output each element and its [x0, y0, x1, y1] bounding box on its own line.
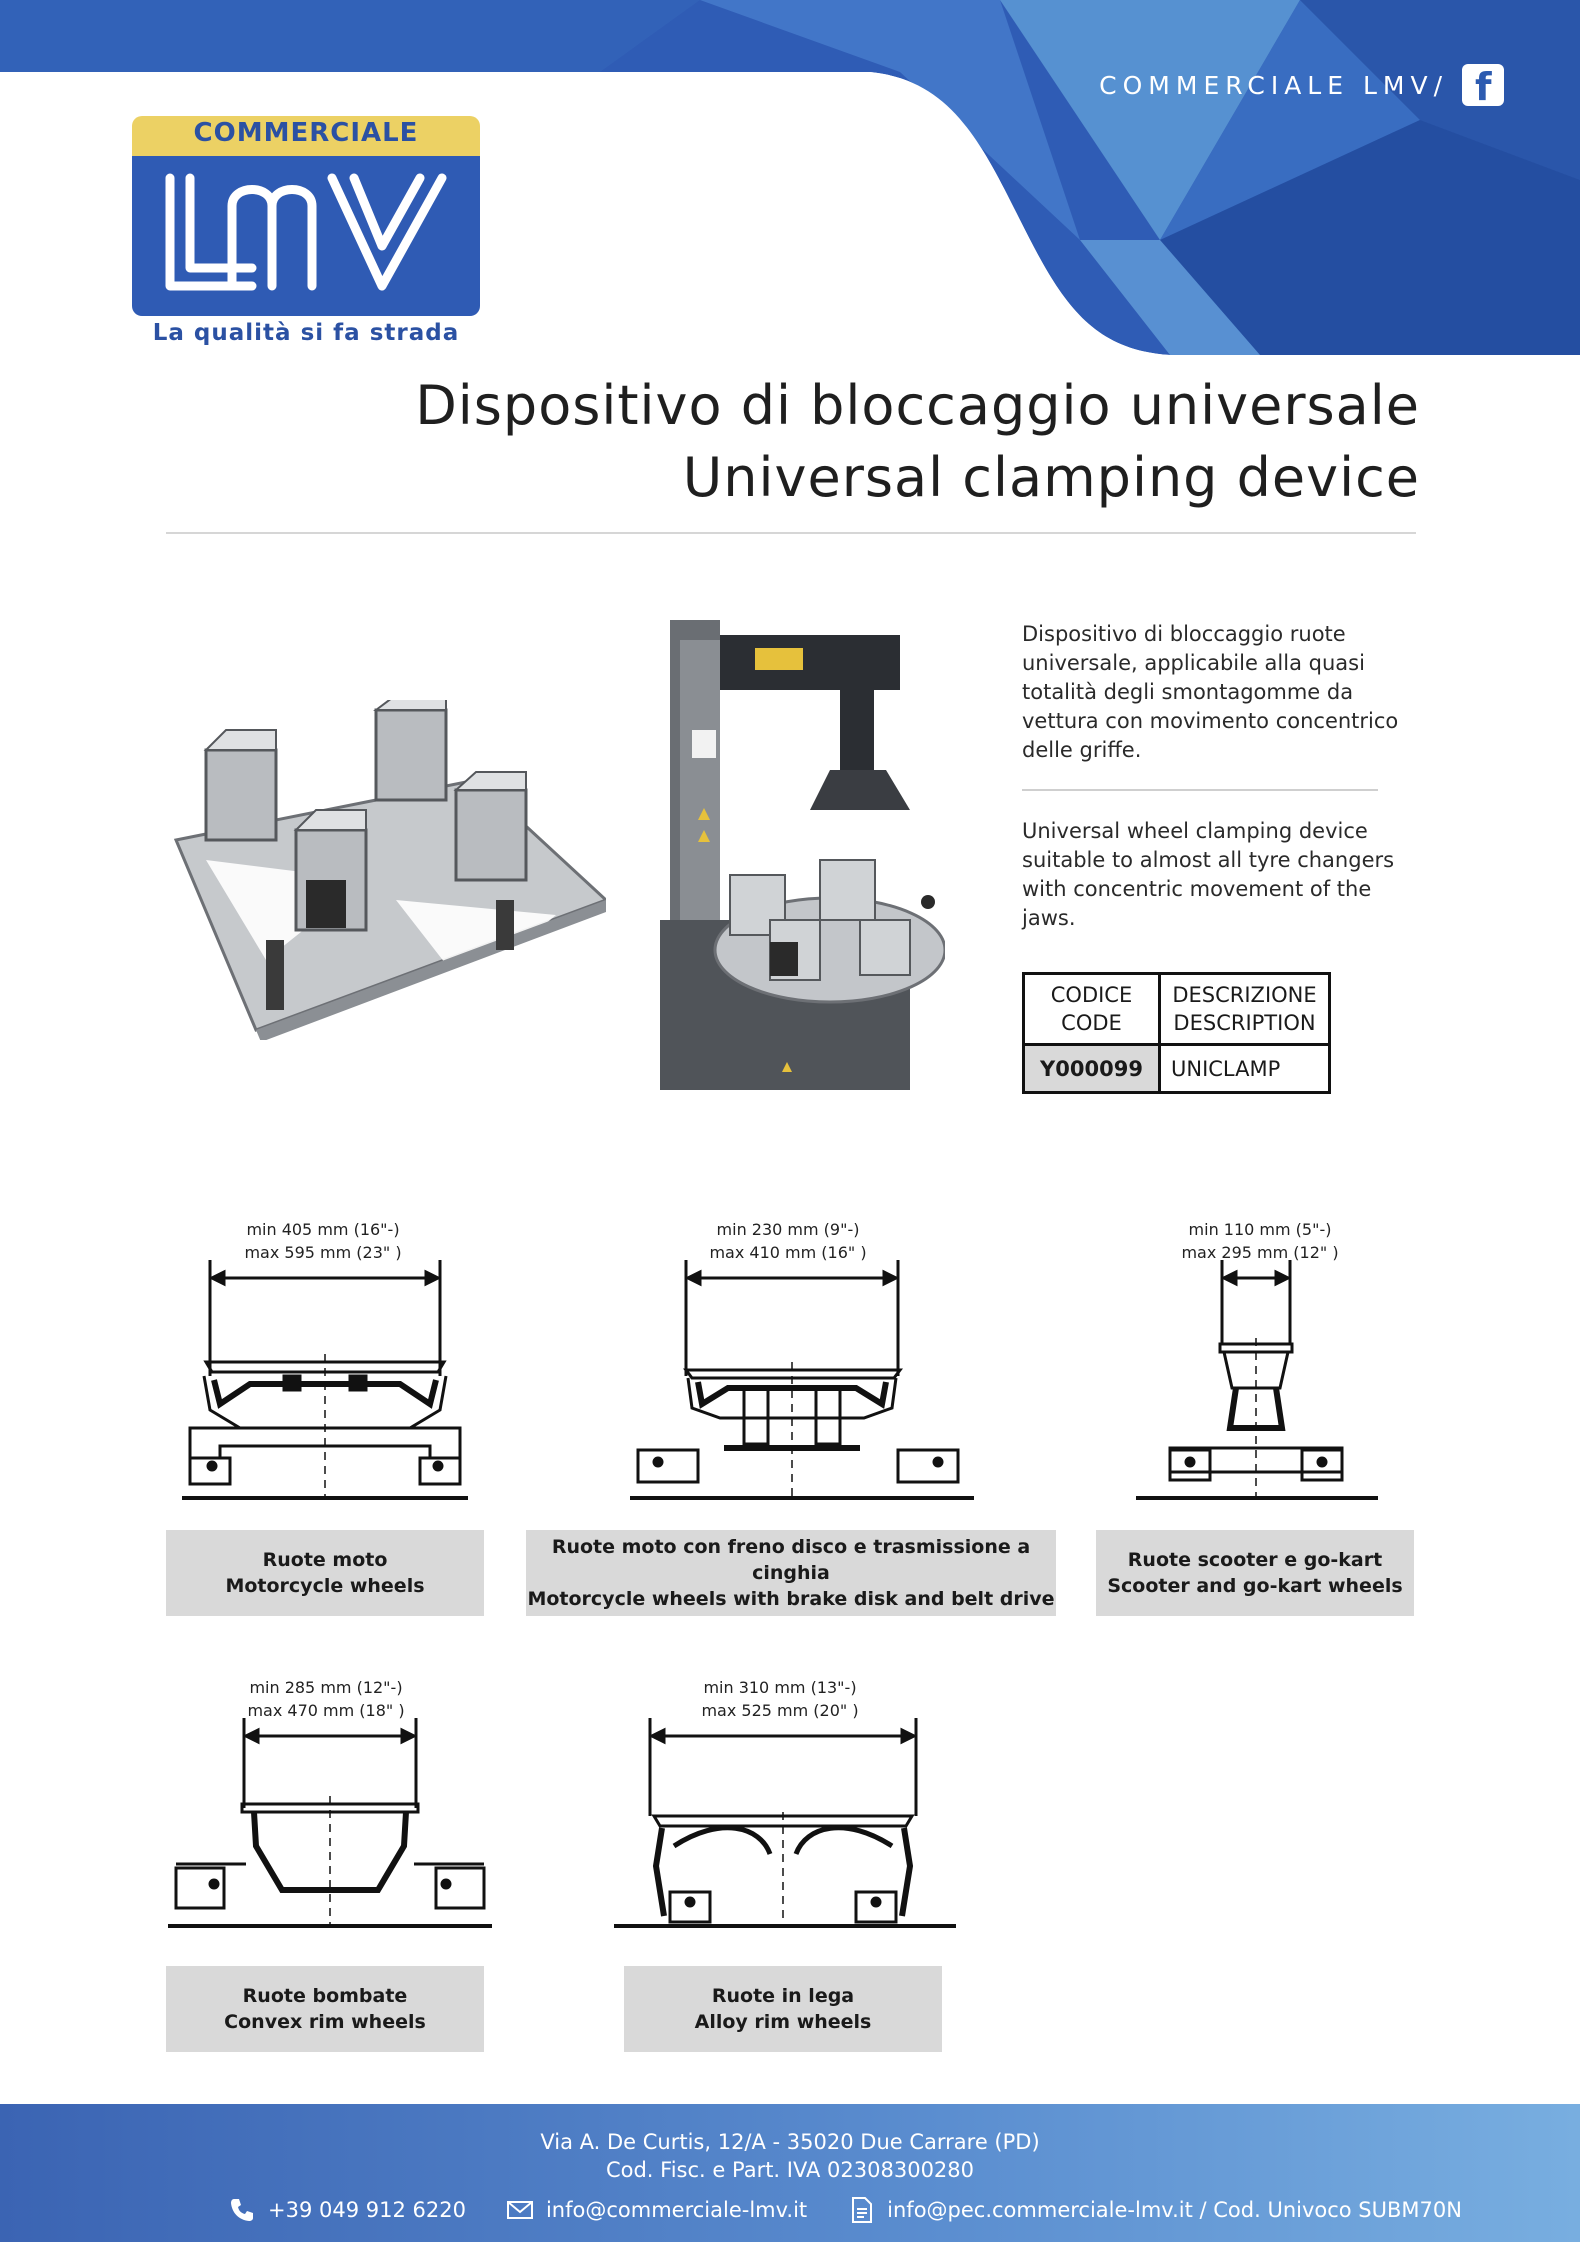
product-photo-tyre-changer: [650, 620, 945, 1090]
address-line: Via A. De Curtis, 12/A - 35020 Due Carrare (PD): [540, 2130, 1040, 2154]
footer: [0, 2104, 1580, 2242]
wheel-caption: [526, 1530, 1056, 1616]
column-header-description: [1160, 974, 1330, 1045]
dimension-min: min 230 mm (9"-): [716, 1220, 860, 1239]
title-italian: Dispositivo di bloccaggio universale: [415, 374, 1420, 437]
product-code-table: [1022, 972, 1331, 1094]
wheel-caption: [1096, 1530, 1414, 1616]
pec-address: info@pec.commerciale-lmv.it / Cod. Univoco SUBM70N: [887, 2198, 1462, 2222]
dimension-max: max 295 mm (12" ): [1181, 1243, 1339, 1262]
social-label: COMMERCIALE LMV/: [1099, 70, 1448, 100]
product-photo-clamp: [166, 700, 606, 1040]
wheel-label-en: Motorcycle wheels: [225, 1575, 425, 1597]
logo-mark: [132, 156, 480, 316]
phone-icon: [228, 2196, 256, 2224]
email-contact[interactable]: [506, 2196, 807, 2224]
wheel-label-it: Ruote scooter e go-kart: [1127, 1549, 1383, 1571]
dimension-min: min 310 mm (13"-): [703, 1678, 857, 1697]
alloy-rim-wheel-diagram: [610, 1716, 960, 1936]
motorcycle-wheel-diagram: [180, 1258, 480, 1508]
company-logo: [132, 116, 480, 352]
column-header-desc-it: DESCRIZIONE: [1172, 983, 1317, 1007]
logo-top-band: [132, 116, 480, 156]
email-address: info@commerciale-lmv.it: [545, 2198, 808, 2222]
fiscal-line: Cod. Fisc. e Part. IVA 02308300280: [605, 2158, 975, 2182]
wheel-label-it: Ruote moto: [262, 1549, 388, 1571]
wheel-label-it: Ruote bombate: [242, 1985, 408, 2007]
wheel-label-en: Alloy rim wheels: [694, 2011, 872, 2033]
wheel-caption: [166, 1966, 484, 2052]
scooter-wheel-diagram: [1130, 1258, 1390, 1508]
dimension-max: max 595 mm (23" ): [244, 1243, 402, 1262]
social-link[interactable]: [1099, 64, 1504, 106]
table-row: [1024, 1045, 1330, 1093]
footer-address: [0, 2128, 1580, 2184]
dimension-min: min 110 mm (5"-): [1188, 1220, 1332, 1239]
wheel-label-it: Ruote moto con freno disco e trasmissione a cinghia: [551, 1536, 1031, 1584]
convex-rim-wheel-diagram: [166, 1716, 496, 1936]
wheel-label-it: Ruote in lega: [711, 1985, 855, 2007]
product-code: Y000099: [1024, 1045, 1160, 1093]
product-description: UNICLAMP: [1160, 1045, 1330, 1093]
phone-contact[interactable]: [228, 2196, 466, 2224]
description-divider: [1022, 789, 1378, 791]
brake-disk-wheel-diagram: [628, 1258, 978, 1508]
description-italian: Dispositivo di bloccaggio ruote universale, applicabile alla quasi totalità degli smontagomme da vettura con movimento concentrico delle griffe.: [1022, 622, 1399, 762]
title-english: Universal clamping device: [682, 446, 1420, 509]
dimension-min: min 405 mm (16"-): [246, 1220, 400, 1239]
lmv-mark-icon: [132, 156, 480, 316]
wheel-label-en: Convex rim wheels: [224, 2011, 426, 2033]
title-divider: [166, 532, 1416, 534]
pec-contact[interactable]: [847, 2196, 1462, 2224]
logo-tagline: La qualità si fa strada: [152, 320, 460, 346]
page-title: [415, 370, 1420, 514]
phone-number: +39 049 912 6220: [268, 2198, 466, 2222]
dimension-max: max 470 mm (18" ): [247, 1701, 405, 1720]
document-icon: [847, 2196, 875, 2224]
mail-icon: [506, 2196, 534, 2224]
column-header-desc-en: DESCRIPTION: [1173, 1011, 1316, 1035]
column-header-code: [1024, 974, 1160, 1045]
dimension-max: max 525 mm (20" ): [701, 1701, 859, 1720]
footer-contacts: [228, 2196, 1502, 2224]
wheel-label-en: Motorcycle wheels with brake disk and belt drive: [527, 1588, 1055, 1610]
dimension-min: min 285 mm (12"-): [249, 1678, 403, 1697]
wheel-caption: [624, 1966, 942, 2052]
column-header-code-en: CODE: [1061, 1011, 1122, 1035]
description-english: Universal wheel clamping device suitable to almost all tyre changers with concentric movement of the jaws.: [1022, 819, 1395, 930]
wheel-label-en: Scooter and go-kart wheels: [1107, 1575, 1403, 1597]
dimension-max: max 410 mm (16" ): [709, 1243, 867, 1262]
wheel-caption: [166, 1530, 484, 1616]
table-header-row: [1024, 974, 1330, 1045]
facebook-icon[interactable]: [1462, 64, 1504, 106]
column-header-code-it: CODICE: [1050, 983, 1133, 1007]
logo-top-text: COMMERCIALE: [193, 118, 419, 148]
